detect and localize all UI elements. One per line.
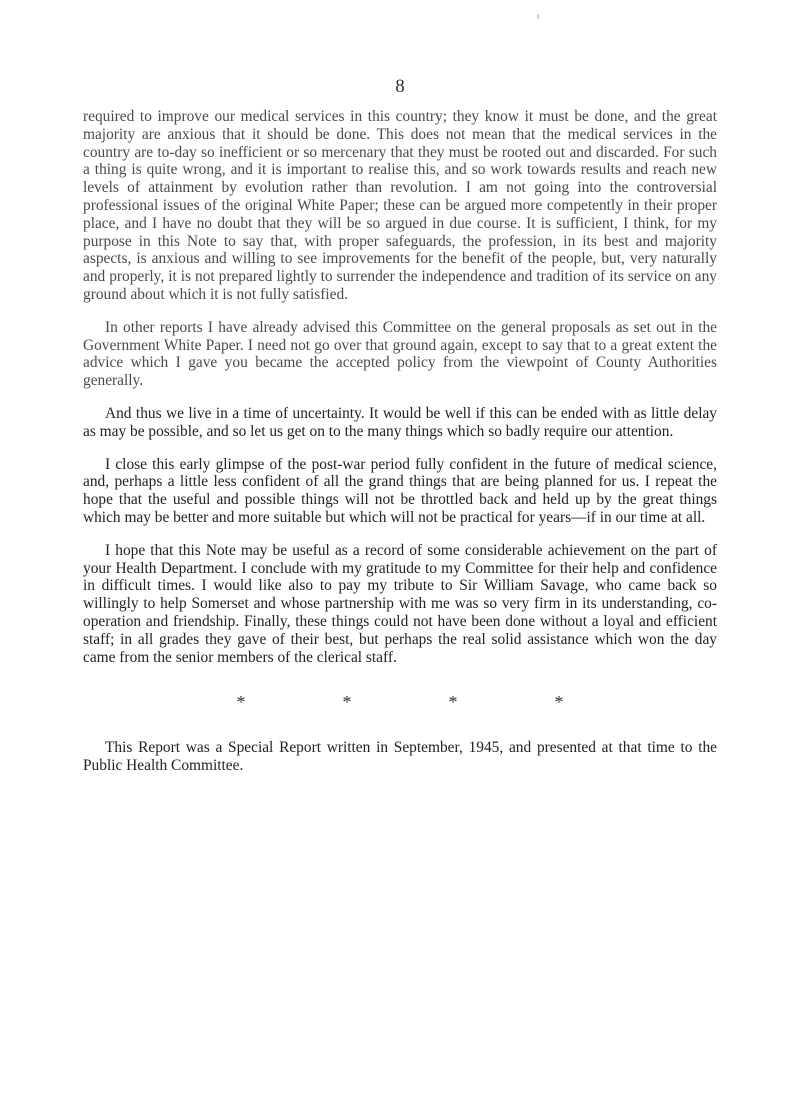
paragraph-white-paper-advice: In other reports I have already advised this Committee on the general proposals as set out in the Government White Paper. I need not go over that ground again, except to say that to a great extent the advice which I gave you became the accepted policy from the viewpoint of County Authorities generally. — [83, 318, 717, 390]
page-number: 8 — [395, 76, 405, 97]
report-body — [83, 108, 717, 790]
separator-asterisk: * — [236, 692, 246, 713]
paragraph-post-war-glimpse: I close this early glimpse of the post-war period fully confident in the future of medical science, and, perhaps a little less confident of all the grand things that are being planned for us. I repeat the hope that the useful and possible things will not be throttled back and held up by the great things which may be better and more suitable but which will not be practical for years—if in our time at all. — [83, 455, 717, 526]
separator-asterisk: * — [554, 692, 564, 713]
scan-mark — [537, 14, 539, 19]
paragraph-continuation: required to improve our medical services in this country; they know it must be done, and the great majority are anxious that it should be done. This does not mean that the medical services in the country are to-day so inefficient or so mercenary that they must be rooted out and discarded. For such a thing is quite wrong, and it is important to realise this, and so work towards results and reach new levels of attainment by evolution rather than revolution. I am not going into the controversial professional issues of the original White Paper; these can be argued more competently in their proper place, and I have no doubt that they will be so argued in due course. It is sufficient, I think, for my purpose in this Note to say that, with proper safeguards, the profession, in its best and majority aspects, is anxious and willing to see improvements for the benefit of the people, but, very naturally and properly, it is not prepared lightly to surrender the independence and tradition of its service on any ground about which it is not fully satisfied. — [83, 108, 717, 303]
separator-asterisk: * — [342, 692, 352, 713]
paragraph-acknowledgements: I hope that this Note may be useful as a record of some considerable achievement on the part of your Health Department. I conclude with my gratitude to my Committee for their help and confidence in difficult times. I would like also to pay my tribute to Sir William Savage, who came back so willingly to help Somerset and whose partnership with me was so very firm in its understanding, co-operation and friendship. Finally, these things could not have been done without a loyal and efficient staff; in all grades they gave of their best, but perhaps the real solid assistance which won the day came from the senior members of the clerical staff. — [83, 541, 717, 666]
closing-note: This Report was a Special Report written in September, 1945, and presented at that time to the Public Health Committee. — [83, 739, 717, 775]
section-separator — [83, 692, 717, 713]
separator-asterisk: * — [448, 692, 458, 713]
paragraph-uncertainty: And thus we live in a time of uncertainty. It would be well if this can be ended with as little delay as may be possible, and so let us get on to the many things which so badly require our attention. — [83, 404, 717, 440]
